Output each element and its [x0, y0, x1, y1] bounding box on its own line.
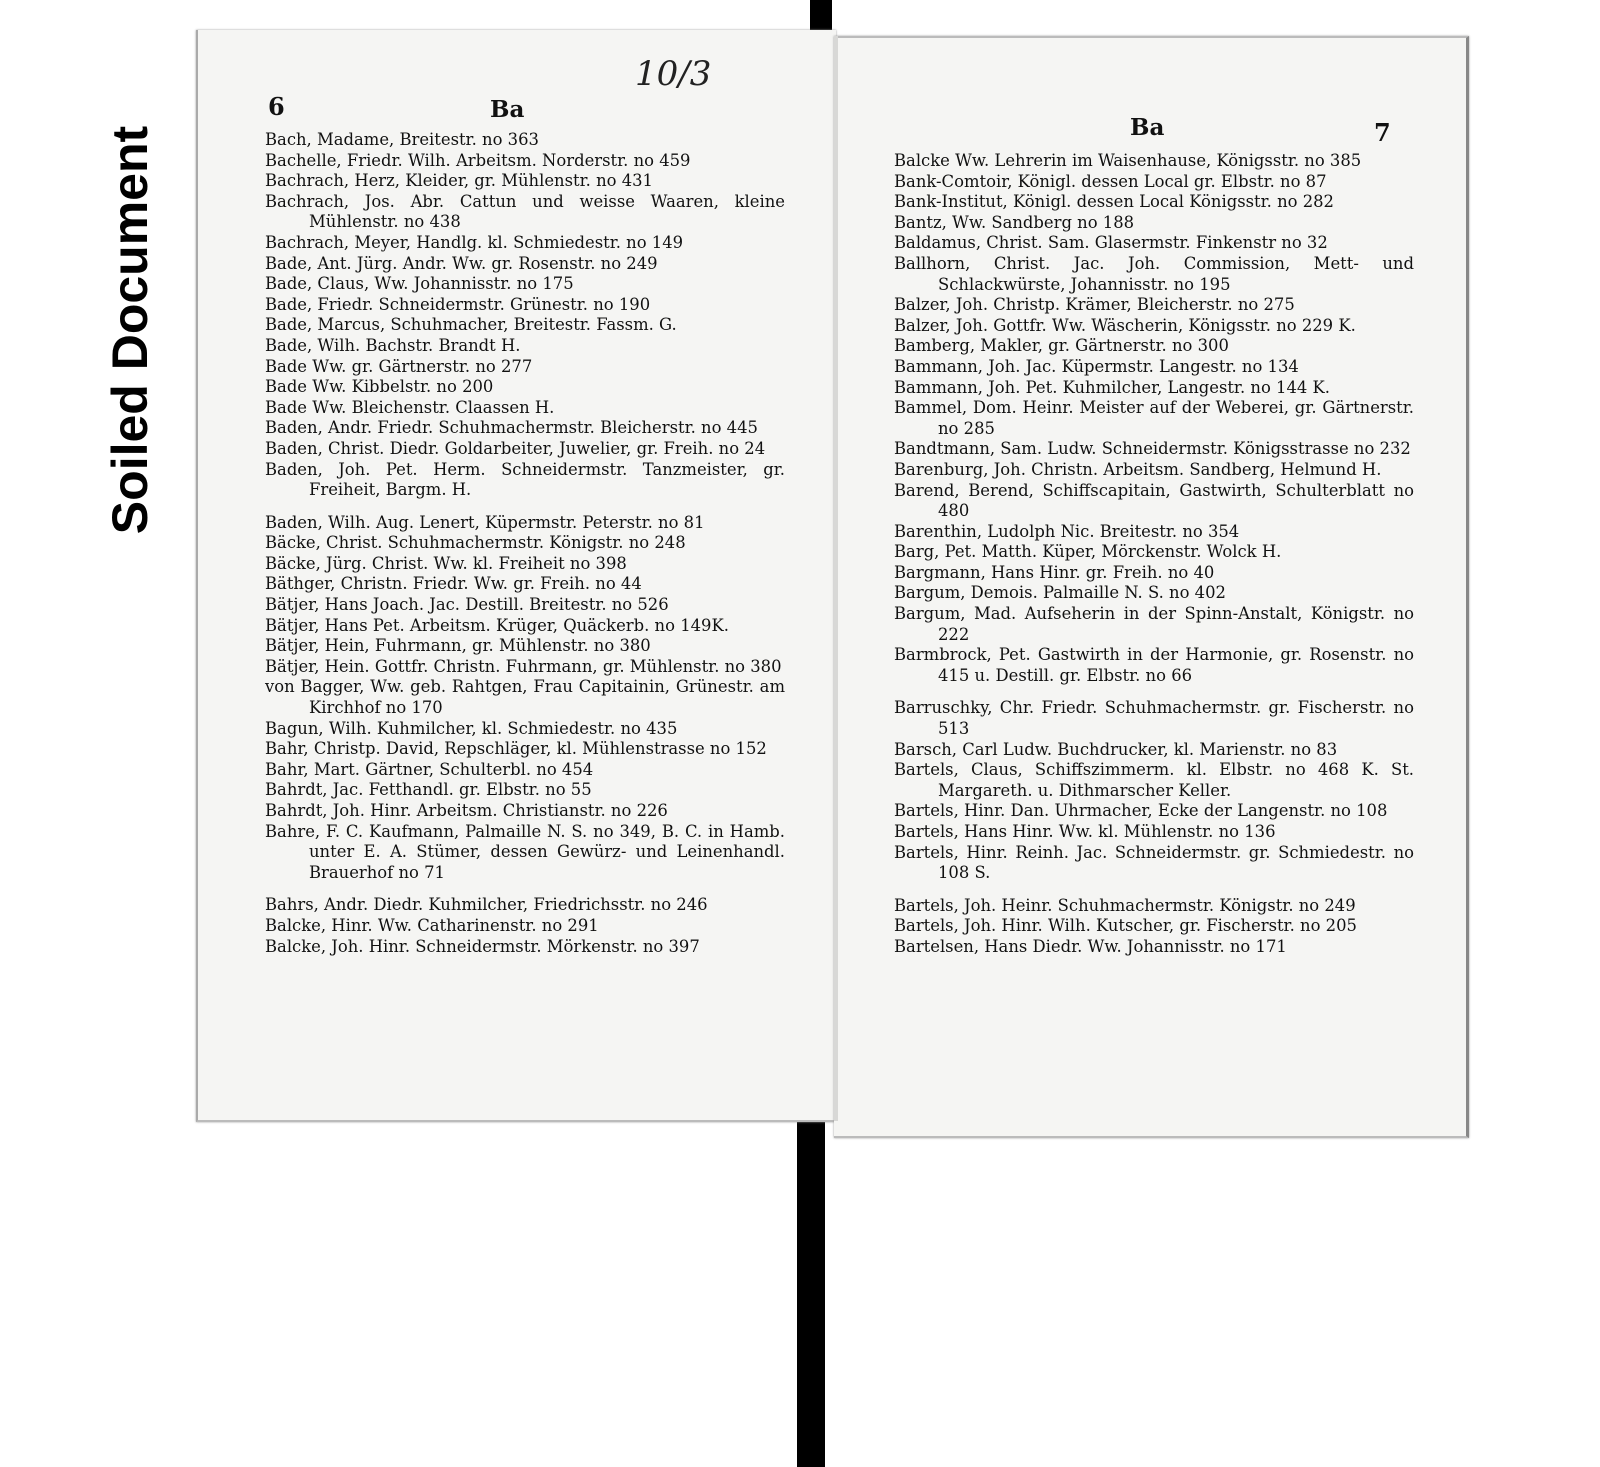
binding-strip-bottom [797, 1118, 825, 1467]
handwritten-note: 10/3 [635, 54, 712, 94]
directory-entry: Bätjer, Hans Pet. Arbeitsm. Krüger, Quäckerb. no 149K. [265, 615, 729, 635]
directory-entry: Bartels, Claus, Schiffszimmerm. kl. Elbstr. no 468 K. St. Margareth. u. Dithmarscher Keller. [894, 760, 1414, 800]
directory-entry: Balcke, Hinr. Ww. Catharinenstr. no 291 [265, 915, 599, 935]
directory-entry: Barmbrock, Pet. Gastwirth in der Harmonie, gr. Rosenstr. no 415 u. Destill. gr. Elbstr. no 66 [894, 645, 1414, 685]
directory-entry: Baden, Joh. Pet. Herm. Schneidermstr. Tanzmeister, gr. Freiheit, Bargm. H. [265, 459, 785, 500]
directory-entry: Balcke Ww. Lehrerin im Waisenhause, Königsstr. no 385 [894, 151, 1362, 170]
directory-entry: Barg, Pet. Matth. Küper, Mörckenstr. Wolck H. [894, 542, 1282, 562]
directory-entry: Bach, Madame, Breitestr. no 363 [265, 130, 539, 149]
page-gutter [834, 36, 838, 1121]
directory-entry: Bätjer, Hein, Fuhrmann, gr. Mühlenstr. no 380 [265, 636, 651, 656]
page-number: 7 [1374, 118, 1391, 147]
directory-entry: Baden, Wilh. Aug. Lenert, Küpermstr. Peterstr. no 81 [265, 512, 705, 532]
directory-entry: Bammel, Dom. Heinr. Meister auf der Weberei, gr. Gärtnerstr. no 285 [894, 398, 1414, 438]
left-page [196, 30, 836, 1122]
directory-entry: Bargum, Demois. Palmaille N. S. no 402 [894, 583, 1226, 603]
directory-entry: Balcke, Joh. Hinr. Schneidermstr. Mörkenstr. no 397 [265, 936, 700, 956]
directory-entry: Bade, Claus, Ww. Johannisstr. no 175 [265, 274, 574, 294]
directory-entry: Bargmann, Hans Hinr. gr. Freih. no 40 [894, 562, 1215, 582]
directory-entry: Bade, Friedr. Schneidermstr. Grünestr. no 190 [265, 294, 651, 314]
directory-entry: Bahr, Mart. Gärtner, Schulterbl. no 454 [265, 759, 594, 779]
directory-entry: Bartelsen, Hans Diedr. Ww. Johannisstr. no 171 [894, 936, 1287, 956]
directory-entry: Bartels, Joh. Hinr. Wilh. Kutscher, gr. Fischerstr. no 205 [894, 916, 1357, 936]
directory-entry: Baden, Andr. Friedr. Schuhmachermstr. Bleicherstr. no 445 [265, 418, 758, 438]
directory-entry: Barenburg, Joh. Christn. Arbeitsm. Sandberg, Helmund H. [894, 459, 1382, 479]
directory-entry: Bade Ww. gr. Gärtnerstr. no 277 [265, 356, 533, 376]
directory-entry: Bahre, F. C. Kaufmann, Palmaille N. S. no 349, B. C. in Hamb. unter E. A. Stümer, dessen Gewürz- und Leinenhandl. Brauerhof no 71 [265, 821, 785, 882]
directory-entries [265, 130, 785, 957]
directory-entry: Bartels, Joh. Heinr. Schuhmachermstr. Königstr. no 249 [894, 895, 1356, 915]
directory-entry: Bahrdt, Joh. Hinr. Arbeitsm. Christianstr. no 226 [265, 801, 668, 820]
directory-entry: Bank-Comtoir, Königl. dessen Local gr. Elbstr. no 87 [894, 171, 1327, 191]
directory-entry: Bandtmann, Sam. Ludw. Schneidermstr. Königsstrasse no 232 [894, 439, 1411, 459]
directory-entries [894, 151, 1414, 958]
directory-entry: Bätjer, Hein. Gottfr. Christn. Fuhrmann, gr. Mühlenstr. no 380 [265, 656, 782, 676]
directory-entry: Bäcke, Jürg. Christ. Ww. kl. Freiheit no 398 [265, 553, 627, 573]
directory-entry: von Bagger, Ww. geb. Rahtgen, Frau Capitainin, Grünestr. am Kirchhof no 170 [265, 677, 785, 718]
directory-entry: Bäthger, Christn. Friedr. Ww. gr. Freih. no 44 [265, 574, 642, 594]
directory-entry: Bargum, Mad. Aufseherin in der Spinn-Anstalt, Königstr. no 222 [894, 604, 1414, 644]
directory-entry: Bäcke, Christ. Schuhmachermstr. Königstr. no 248 [265, 533, 686, 553]
page-header: Ba [1130, 114, 1165, 141]
directory-entry: Bade Ww. Kibbelstr. no 200 [265, 377, 494, 397]
soiled-document-label: Soiled Document [102, 125, 158, 535]
page-number: 6 [268, 92, 285, 121]
directory-entry: Bartels, Hinr. Reinh. Jac. Schneidermstr. gr. Schmiedestr. no 108 S. [894, 842, 1414, 883]
directory-entry: Barenthin, Ludolph Nic. Breitestr. no 354 [894, 521, 1240, 541]
soiled-document-stamp [102, 75, 158, 585]
directory-entry: Bätjer, Hans Joach. Jac. Destill. Breitestr. no 526 [265, 595, 669, 615]
directory-entry: Bade Ww. Bleichenstr. Claassen H. [265, 397, 555, 417]
directory-entry: Bachrach, Herz, Kleider, gr. Mühlenstr. no 431 [265, 171, 653, 191]
directory-entry: Balzer, Joh. Christp. Krämer, Bleicherstr. no 275 [894, 295, 1295, 315]
directory-entry: Bamberg, Makler, gr. Gärtnerstr. no 300 [894, 336, 1229, 356]
directory-entry: Bammann, Joh. Pet. Kuhmilcher, Langestr. no 144 K. [894, 377, 1330, 397]
directory-entry: Bagun, Wilh. Kuhmilcher, kl. Schmiedestr. no 435 [265, 718, 678, 738]
directory-entry: Balzer, Joh. Gottfr. Ww. Wäscherin, Königsstr. no 229 K. [894, 315, 1356, 335]
right-page [834, 36, 1469, 1138]
directory-entry: Bantz, Ww. Sandberg no 188 [894, 212, 1135, 232]
directory-entry: Barruschky, Chr. Friedr. Schuhmachermstr. gr. Fischerstr. no 513 [894, 698, 1414, 739]
directory-entry: Bahrs, Andr. Diedr. Kuhmilcher, Friedrichsstr. no 246 [265, 895, 708, 915]
directory-entry: Ballhorn, Christ. Jac. Joh. Commission, Mett- und Schlackwürste, Johannisstr. no 195 [894, 253, 1414, 294]
directory-entry: Bachrach, Jos. Abr. Cattun und weisse Waaren, kleine Mühlenstr. no 438 [265, 191, 785, 232]
directory-entry: Baldamus, Christ. Sam. Glasermstr. Finkenstr no 32 [894, 233, 1328, 253]
directory-entry: Bachelle, Friedr. Wilh. Arbeitsm. Norderstr. no 459 [265, 150, 691, 170]
directory-entry: Bade, Wilh. Bachstr. Brandt H. [265, 335, 521, 355]
page-header: Ba [490, 96, 525, 123]
directory-entry: Bachrach, Meyer, Handlg. kl. Schmiedestr. no 149 [265, 232, 684, 252]
directory-entry: Bartels, Hinr. Dan. Uhrmacher, Ecke der Langenstr. no 108 [894, 801, 1388, 821]
directory-entry: Bade, Ant. Jürg. Andr. Ww. gr. Rosenstr. no 249 [265, 253, 658, 273]
directory-entry: Bahr, Christp. David, Repschläger, kl. Mühlenstrasse no 152 [265, 739, 767, 759]
directory-entry: Baden, Christ. Diedr. Goldarbeiter, Juwelier, gr. Freih. no 24 [265, 438, 766, 458]
directory-entry: Bade, Marcus, Schuhmacher, Breitestr. Fassm. G. [265, 315, 677, 335]
directory-entry: Bank-Institut, Königl. dessen Local Königsstr. no 282 [894, 192, 1334, 212]
directory-entry: Bammann, Joh. Jac. Küpermstr. Langestr. no 134 [894, 356, 1299, 376]
directory-entry: Barsch, Carl Ludw. Buchdrucker, kl. Marienstr. no 83 [894, 739, 1338, 759]
directory-entry: Bahrdt, Jac. Fetthandl. gr. Elbstr. no 55 [265, 780, 592, 800]
directory-entry: Barend, Berend, Schiffscapitain, Gastwirth, Schulterblatt no 480 [894, 480, 1414, 521]
directory-entry: Bartels, Hans Hinr. Ww. kl. Mühlenstr. no 136 [894, 822, 1276, 841]
